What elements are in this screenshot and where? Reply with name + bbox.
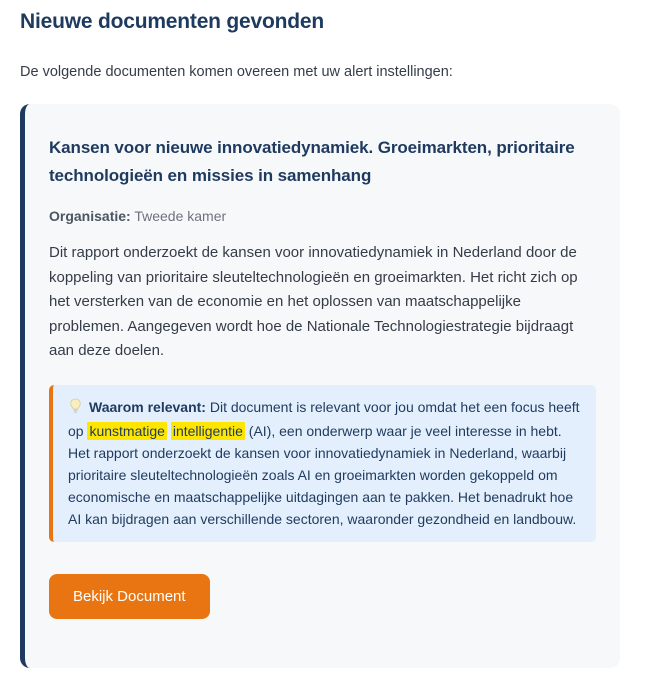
page-subtitle: De volgende documenten komen overeen met uw alert instellingen: [20, 64, 453, 80]
organisation-row [49, 208, 596, 224]
organisation-label: Organisatie: [49, 208, 131, 224]
organisation-value: Tweede kamer [134, 208, 227, 224]
relevance-label: Waarom relevant: [89, 398, 206, 415]
highlight-term: intelligentie [172, 422, 243, 439]
document-title: Kansen voor nieuwe innovatiedynamiek. Groeimarkten, prioritaire technologieën en missies in samenhang [49, 138, 575, 185]
highlight-term: kunstmatige [89, 422, 165, 439]
relevance-text-after: (AI), een onderwerp waar je veel interesse in hebt. Het rapport onderzoekt de kansen voor innovatiedynamiek in Nederland, waarbij prioritaire sleuteltechnologieën zoals AI en groeimarkten worden gekoppeld om economische en maatschappelijke uitdagingen aan te pakken. Het benadrukt hoe AI kan bijdragen aan verschillende sectoren, waaronder gezondheid en landbouw. [68, 422, 577, 527]
relevance-box [49, 385, 596, 542]
document-card [20, 104, 620, 668]
relevance-text-before: Dit document is relevant voor jou omdat het een focus heeft op [68, 398, 580, 439]
view-document-button[interactable]: Bekijk Document [49, 574, 210, 619]
page-title: Nieuwe documenten gevonden [20, 10, 325, 33]
document-description: Dit rapport onderzoekt de kansen voor innovatiedynamiek in Nederland door de koppeling van prioritaire sleuteltechnologieën en groeimarkten. Het richt zich op het versterken van de economie en het oplossen van maatschappelijke problemen. Aangegeven wordt hoe de Nationale Technologiestrategie bijdraagt aan deze doelen. [49, 244, 578, 359]
lightbulb-icon [68, 398, 83, 420]
